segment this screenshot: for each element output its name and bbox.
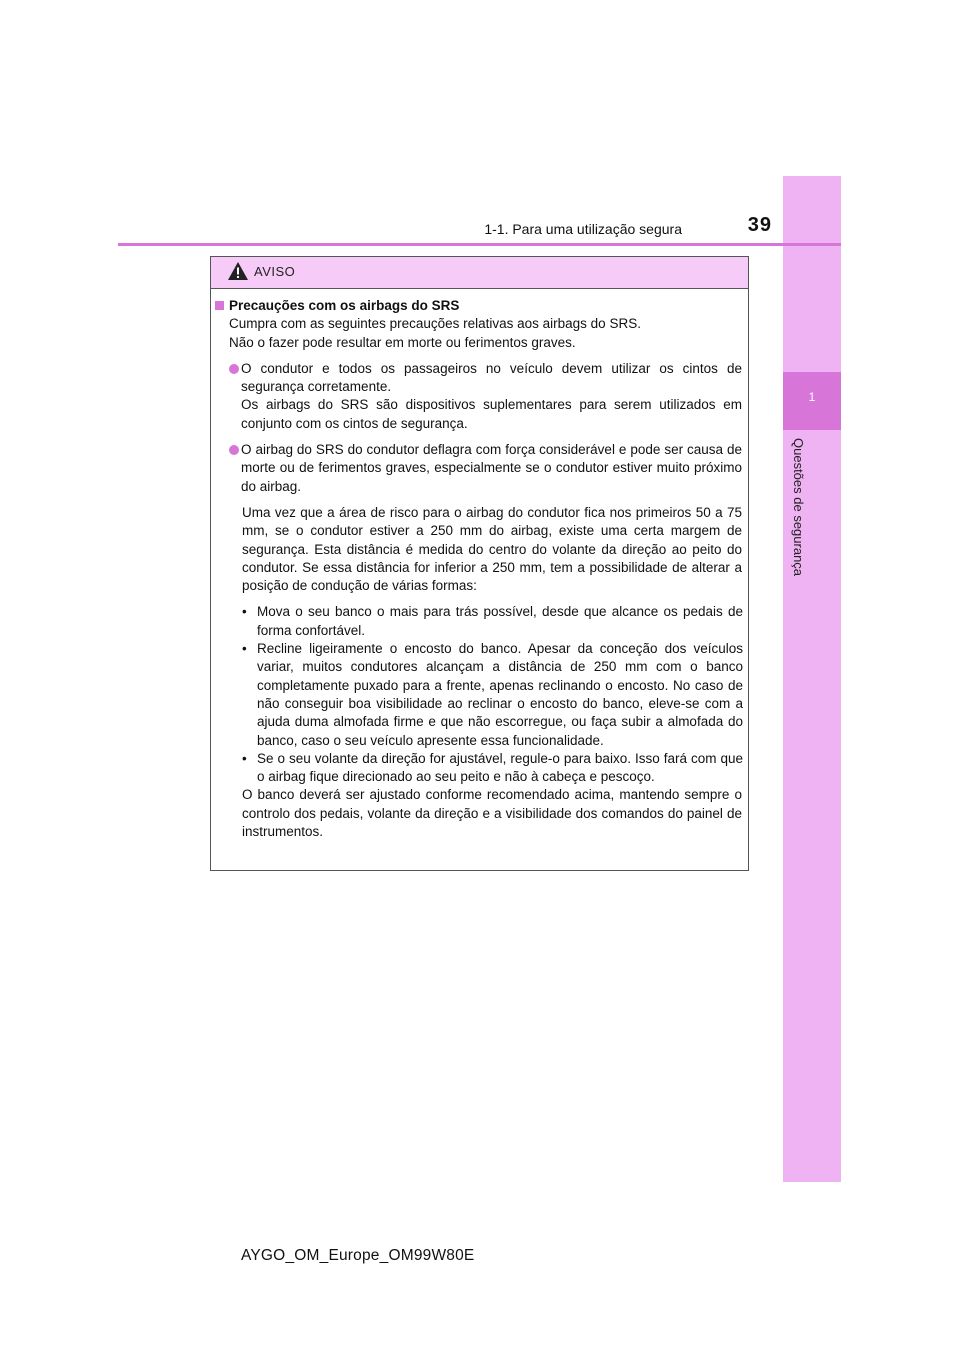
sub-item bbox=[242, 750, 743, 787]
warning-box bbox=[210, 256, 749, 871]
risk-paragraph: Uma vez que a área de risco para o airbag do condutor fica nos primeiros 50 a 75 mm, se o condutor estiver a 250 mm do airbag, existe uma certa margem de segurança. Esta distância é medida do centro do volante da direção ao peito do condutor. Se essa distância for inferior a 250 mm, tem a possibilidade de alterar a posição de condução de várias formas: bbox=[242, 504, 742, 594]
intro-line: Não o fazer pode resultar em morte ou ferimentos graves. bbox=[229, 334, 576, 350]
sub-item-text: Se o seu volante da direção for ajustável, regule-o para baixo. Isso fará com que o airbag fique direcionado ao seu peito e não à cabeça e pescoço. bbox=[257, 750, 743, 785]
warning-triangle-icon bbox=[227, 261, 249, 281]
bullet-item bbox=[241, 441, 742, 496]
round-bullet-icon bbox=[229, 445, 239, 455]
document-code: AYGO_OM_Europe_OM99W80E bbox=[241, 1247, 475, 1264]
sub-item-text: Mova o seu banco o mais para trás possível, desde que alcance os pedais de forma confortável. bbox=[257, 604, 743, 638]
warning-item-title bbox=[211, 297, 734, 315]
closing-paragraph: O banco deverá ser ajustado conforme recomendado acima, mantendo sempre o controlo dos pedais, volante da direção e a visibilidade dos comandos do painel de instrumentos. bbox=[242, 787, 742, 840]
chapter-side-tab bbox=[783, 176, 841, 1182]
bullet-text: O condutor e todos os passageiros no veículo devem utilizar os cintos de segurança corretamente. bbox=[241, 360, 742, 395]
chapter-number: 1 bbox=[808, 390, 816, 404]
page-number: 39 bbox=[747, 214, 772, 236]
square-bullet-icon bbox=[215, 301, 224, 310]
warning-item-title-text: Precauções com os airbags do SRS bbox=[229, 298, 460, 313]
header-rule bbox=[118, 243, 841, 246]
warning-header bbox=[211, 257, 748, 289]
dot-marker: • bbox=[242, 750, 247, 766]
chapter-title: Questões de segurança bbox=[791, 438, 806, 577]
intro-line: Cumpra com as seguintes precauções relativas aos airbags do SRS. bbox=[229, 316, 641, 332]
bullet-continuation: Os airbags do SRS são dispositivos suplementares para serem utilizados em conjunto com os cintos de segurança. bbox=[241, 397, 742, 431]
section-title: 1-1. Para uma utilização segura bbox=[484, 221, 682, 237]
warning-label: AVISO bbox=[254, 264, 296, 279]
warning-content bbox=[211, 297, 748, 841]
round-bullet-icon bbox=[229, 364, 239, 374]
sub-item bbox=[242, 603, 743, 640]
sub-item bbox=[242, 640, 743, 750]
sub-item-text: Recline ligeiramente o encosto do banco. Apesar da conceção dos veículos variar, muitos condutores alcançam a distância de 250 mm com o banco completamente puxado para a frente, apenas reclinando o encosto. No caso de não conseguir boa visibilidade ao reclinar o encosto do banco, eleve-se com a ajuda duma almofada firme e que não escorregue, ou faça subir a almofada do banco, caso o seu veículo apresente essa funcionalidade. bbox=[257, 641, 743, 748]
bullet-item bbox=[241, 360, 742, 397]
dot-marker: • bbox=[242, 641, 247, 657]
dot-marker: • bbox=[242, 604, 247, 620]
bullet-text: O airbag do SRS do condutor deflagra com força considerável e pode ser causa de morte ou de ferimentos graves, especialmente se o condutor estiver muito próximo do airbag. bbox=[241, 442, 742, 494]
